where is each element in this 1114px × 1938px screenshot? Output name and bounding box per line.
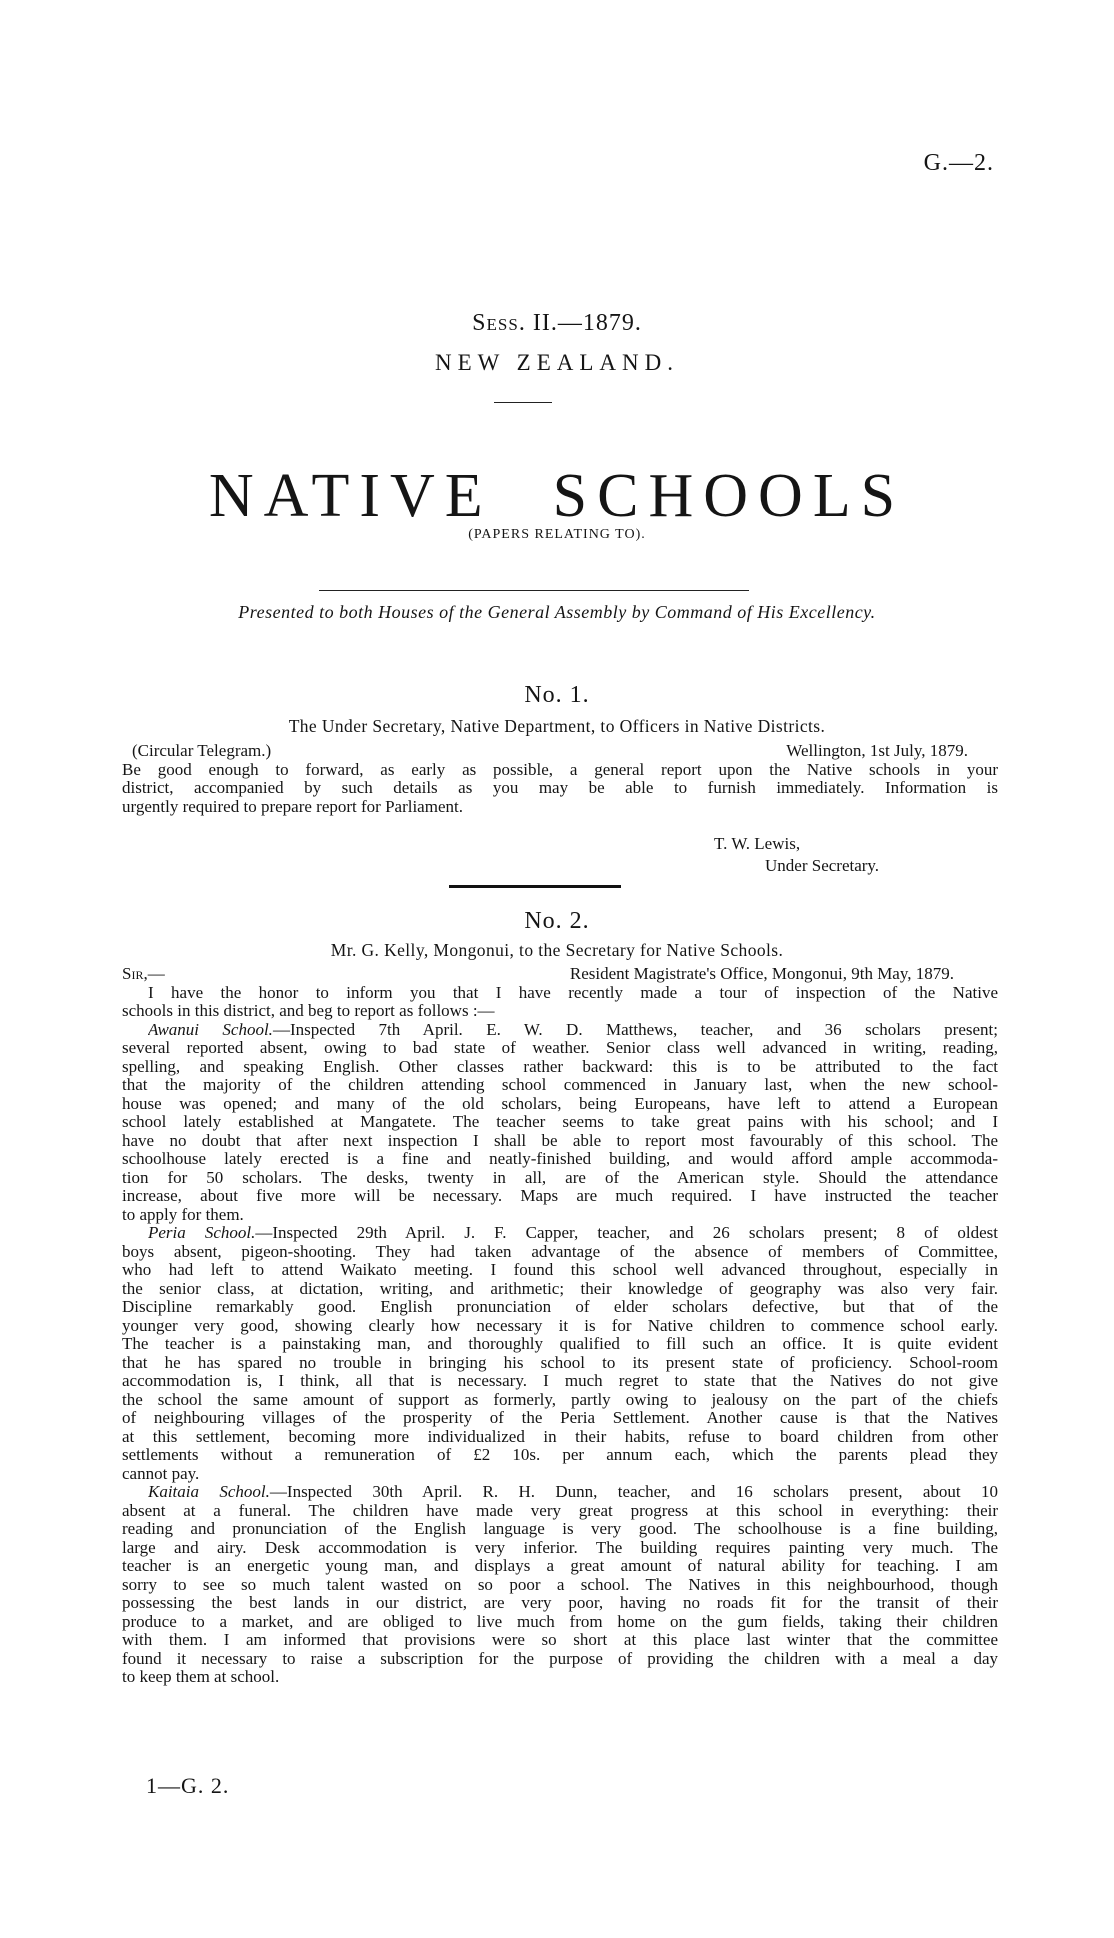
kaitaia-line: absent at a funeral. The children have made very great progress at this school in everything: their: [122, 1501, 998, 1520]
circular-telegram-note: (Circular Telegram.): [132, 741, 272, 760]
awanui-first-line: [122, 1021, 998, 1040]
kaitaia-first-line: [122, 1483, 998, 1502]
section-divider: [449, 885, 621, 888]
presented-divider: [319, 590, 749, 591]
session-value: II.—1879.: [532, 310, 642, 336]
awanui-first-remainder: —Inspected 7th April. E. W. D. Matthews, teacher, and 36 scholars present;: [272, 1020, 998, 1039]
peria-line: cannot pay.: [122, 1464, 200, 1483]
kaitaia-school-name: Kaitaia School.: [148, 1483, 270, 1501]
awanui-line: school lately established at Mangatete. The teacher seems to take great pains with his school; and I: [122, 1113, 998, 1131]
session-line: [0, 310, 1114, 337]
peria-line: The teacher is a painstaking man, and thoroughly qualified to fill such an office. It is quite evident: [122, 1335, 998, 1353]
heading-2-text: Mr. G. Kelly, Mongonui, to the Secretary for Native Schools.: [330, 940, 784, 960]
body-line: Be good enough to forward, as early as possible, a general report upon the Native schools in your: [122, 760, 998, 779]
awanui-line: schoolhouse lately erected is a fine and neatly-finished building, and would afford ample accommoda-: [122, 1150, 998, 1168]
title-word-native: NATIVE: [208, 462, 493, 530]
awanui-school-name: Awanui School.: [148, 1020, 273, 1039]
subtitle: (PAPERS RELATING TO).: [468, 527, 646, 542]
awanui-line: several reported absent, owing to bad state of weather. Senior class well advanced in writing, reading,: [122, 1039, 998, 1057]
peria-school-name: Peria School.: [148, 1224, 256, 1242]
heading-1-text: The Under Secretary, Native Department, to Officers in Native Districts.: [288, 716, 826, 736]
kaitaia-line: found it necessary to raise a subscription for the purpose of providing the children with a meal a day: [122, 1649, 998, 1668]
awanui-line: that the majority of the children attending school commenced in January last, when the new school-: [122, 1076, 998, 1094]
body-line: district, accompanied by such details as you may be able to furnish immediately. Information is: [122, 779, 998, 797]
main-title: [0, 462, 1114, 530]
section-heading-1: [0, 716, 1114, 737]
intro-text: I have the honor to inform you that I have recently made a tour of inspection of the Native: [148, 983, 998, 1002]
awanui-line: house was opened; and many of the old scholars, being Europeans, have left to attend a European: [122, 1094, 998, 1113]
kaitaia-line: large and airy. Desk accommodation is very inferior. The building requires painting very much. The: [122, 1538, 998, 1557]
peria-first-line: [122, 1224, 998, 1243]
peria-line: that he has spared no trouble in bringing his school to its present state of proficiency. School-room: [122, 1353, 998, 1372]
body-line: urgently required to prepare report for Parliament.: [122, 797, 463, 816]
telegram-place-date: Wellington, 1st July, 1879.: [786, 741, 968, 760]
letter-place-date: Resident Magistrate's Office, Mongonui, 9th May, 1879.: [569, 964, 954, 983]
peria-first-text: [148, 1224, 998, 1243]
awanui-line: spelling, and speaking English. Other classes rather backward: this is to be attributed to the fact: [122, 1057, 998, 1076]
peria-line: of neighbouring villages of the prosperity of the Peria Settlement. Another cause is that the Natives: [122, 1409, 998, 1427]
footer-page-code: 1—G. 2.: [146, 1773, 230, 1798]
peria-first-remainder: —Inspected 29th April. J. F. Capper, teacher, and 26 scholars present; 8 of oldest: [255, 1224, 998, 1242]
kaitaia-line: reading and pronunciation of the English language is very good. The schoolhouse is a fine building,: [122, 1520, 998, 1538]
kaitaia-first-text: [148, 1483, 998, 1502]
page-code: G.—2.: [923, 150, 994, 176]
peria-line: at this settlement, becoming more individualized in their habits, refuse to board children from other: [122, 1427, 998, 1446]
title-word-schools: SCHOOLS: [552, 462, 906, 530]
kaitaia-first-remainder: —Inspected 30th April. R. H. Dunn, teacher, and 16 scholars present, about 10: [269, 1483, 998, 1501]
peria-line: the school the same amount of support as formerly, partly owing to jealousy on the part of the chiefs: [122, 1390, 998, 1409]
peria-line: the senior class, at dictation, writing, and arithmetic; their knowledge of geography was also very fair.: [122, 1279, 998, 1298]
kaitaia-line: to keep them at school.: [122, 1668, 280, 1686]
awanui-line: tion for 50 scholars. The desks, twenty in all, are of the American style. Should the attendance: [122, 1168, 998, 1187]
presented-line: Presented to both Houses of the General Assembly by Command of His Excellency.: [238, 602, 876, 622]
intro-line: [122, 1002, 998, 1021]
intro-line: [122, 984, 998, 1003]
intro-text: schools in this district, and beg to report as follows :—: [122, 1001, 495, 1020]
kaitaia-line: with them. I am informed that provisions were so short at this place last winter that the committee: [122, 1631, 998, 1649]
kaitaia-line: sorry to see so much talent wasted on so poor a school. The Natives in this neighbourhood, though: [122, 1575, 998, 1594]
kaitaia-line: produce to a market, and are obliged to live much from home on the gum fields, taking their children: [122, 1612, 998, 1631]
awanui-line: to apply for them.: [122, 1205, 244, 1224]
section-number-2: No. 2.: [524, 908, 590, 934]
awanui-first-text: [148, 1021, 998, 1040]
section-heading-2: [0, 940, 1114, 961]
peria-line: accommodation is, I think, all that is necessary. I much regret to state that the Natives do not give: [122, 1372, 998, 1390]
telegram-line: [122, 742, 998, 761]
awanui-line: have no doubt that after next inspection I shall be able to report most favourably of this school. The: [122, 1131, 998, 1150]
peria-line: Discipline remarkably good. English pronunciation of elder scholars defective, but that of the: [122, 1298, 998, 1316]
awanui-line: increase, about five more will be necessary. Maps are much required. I have instructed the teacher: [122, 1187, 998, 1205]
section-1-body: [122, 742, 998, 816]
section-2-body: [122, 965, 998, 1687]
signature-name: T. W. Lewis,: [714, 834, 801, 853]
peria-line: settlements without a remuneration of £2 10s. per annum each, which the parents plead they: [122, 1446, 998, 1464]
session-prefix: Sess.: [472, 310, 526, 336]
peria-line: who had left to attend Waikato meeting. I found this school well advanced throughout, especially in: [122, 1261, 998, 1279]
short-divider: [494, 402, 552, 403]
country-heading: NEW ZEALAND.: [434, 350, 680, 375]
peria-line: boys absent, pigeon-shooting. They had taken advantage of the absence of members of Committee,: [122, 1242, 998, 1261]
peria-line: younger very good, showing clearly how necessary it is for Native children to commence school early.: [122, 1316, 998, 1335]
signature-title: Under Secretary.: [765, 856, 880, 875]
kaitaia-line: possessing the best lands in our district, are very poor, having no roads fit for the transit of their: [122, 1594, 998, 1612]
kaitaia-line: teacher is an energetic young man, and displays a great amount of natural ability for teaching. I am: [122, 1557, 998, 1575]
salutation-line: [122, 965, 998, 984]
salutation: Sir,—: [122, 964, 165, 983]
section-number-1: No. 1.: [524, 682, 590, 708]
